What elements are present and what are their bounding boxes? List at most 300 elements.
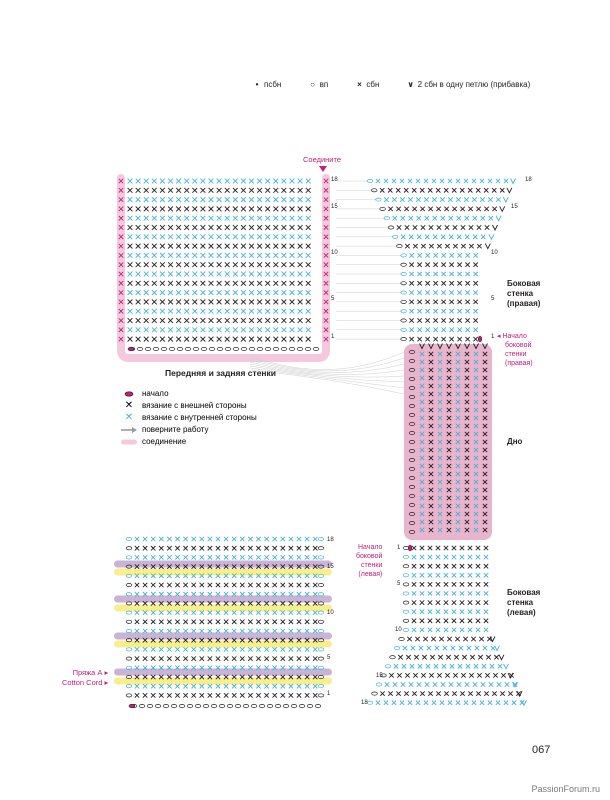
stitch-cross (393, 216, 397, 220)
stitch-cross (209, 327, 214, 332)
stitch-cross (444, 582, 448, 586)
arrow-left-icon: ◂ (497, 333, 503, 340)
stitch-chain (376, 683, 382, 686)
stitch-cross (441, 300, 445, 304)
stitch-cross (473, 300, 477, 304)
stitch-cross (168, 244, 173, 249)
stitch-cross (159, 537, 163, 541)
stitch-cross (305, 656, 309, 660)
stitch-cross (225, 207, 230, 212)
stitch-cross (485, 673, 489, 677)
key-row (120, 388, 257, 400)
stitch-cross (192, 300, 197, 305)
stitch-cross (473, 309, 477, 313)
stitch-cross (409, 272, 413, 276)
stitch-cross (412, 546, 416, 550)
stitch-chain (209, 347, 215, 350)
stitch-cross (484, 555, 488, 559)
stitch-cross (425, 682, 429, 686)
stitch-cross (249, 179, 254, 184)
stitch-cross (460, 600, 464, 604)
stitch-cross (290, 262, 295, 267)
stitch-cross (305, 647, 309, 651)
stitch-cross (265, 337, 270, 342)
stitch-cross (209, 262, 214, 267)
stitch-cross (298, 225, 303, 230)
stitch-chain (403, 628, 409, 631)
stitch-cross (417, 216, 421, 220)
stitch-cross (457, 337, 461, 341)
stitch-cross (225, 318, 230, 323)
stitch-chain (126, 583, 132, 586)
stitch-cross (168, 290, 173, 295)
stitch-cross (232, 647, 236, 651)
stitch-cross (152, 216, 157, 221)
stitch-cross (432, 197, 436, 201)
stitch-cross (460, 582, 464, 586)
stitch-cross (183, 546, 187, 550)
stitch-cross (217, 197, 222, 202)
stitch-cross (465, 309, 469, 313)
stitch-cross (289, 546, 293, 550)
stitch-cross (200, 537, 204, 541)
stitch-chain (318, 648, 324, 651)
join-frame (121, 178, 326, 358)
stitch-cross (473, 235, 477, 239)
stitch-cross (418, 664, 422, 668)
stitch-cross (384, 701, 388, 705)
stitch-cross (446, 655, 450, 659)
stitch-cross (128, 216, 133, 221)
stitch-cross (419, 646, 423, 650)
stitch-cross (135, 555, 139, 559)
stitch-cross (441, 337, 445, 341)
stitch-cross (313, 537, 317, 541)
stitch-cross (282, 188, 287, 193)
stitch-cross (282, 309, 287, 314)
stitch-cross (429, 244, 433, 248)
stitch-cross (281, 546, 285, 550)
stitch-cross (405, 225, 409, 229)
stitch-cross (441, 318, 445, 322)
stitch-cross (433, 318, 437, 322)
stitch-cross (257, 327, 262, 332)
stitch-chain (155, 704, 161, 707)
stitch-cross (192, 693, 196, 697)
stitch-cross (136, 179, 141, 184)
stitch-cross (417, 328, 421, 332)
stitch-cross (209, 216, 214, 221)
stitch-cross (428, 188, 432, 192)
stitch-cross (143, 546, 147, 550)
stitch-chain (315, 704, 321, 707)
stitch-cross (144, 244, 149, 249)
stitch-cross (176, 300, 181, 305)
stitch-cross (151, 656, 155, 660)
stitch-cross (437, 244, 441, 248)
stitch-cross (192, 647, 196, 651)
row-number: 18 (361, 700, 368, 706)
stitch-cross (412, 619, 416, 623)
stitch-cross (384, 179, 388, 183)
stitch-cross (273, 272, 278, 277)
stitch-cross (409, 290, 413, 294)
stitch-cross (444, 555, 448, 559)
stitch-cross (384, 197, 388, 201)
stitch-cross (152, 300, 157, 305)
stitch-cross (406, 655, 410, 659)
stitch-cross (444, 564, 448, 568)
stitch-cross (240, 546, 244, 550)
stitch-cross (167, 546, 171, 550)
stitch-cross (481, 682, 485, 686)
stitch-cross (468, 600, 472, 604)
stitch-cross (465, 337, 469, 341)
stitch-cross (200, 620, 204, 624)
stitch-cross (201, 318, 206, 323)
stitch-cross (201, 188, 206, 193)
stitch-cross (183, 647, 187, 651)
stitch-cross (400, 179, 404, 183)
stitch-cross (417, 682, 421, 686)
stitch-cross (306, 188, 311, 193)
stitch-cross (306, 262, 311, 267)
stitch-cross (167, 684, 171, 688)
stitch-chain (265, 347, 271, 350)
stitch-cross (460, 188, 464, 192)
stitch-cross (241, 262, 246, 267)
stitch-cross (176, 327, 181, 332)
stitch-cross (424, 701, 428, 705)
stitch-cross (241, 318, 246, 323)
stitch-cross (289, 583, 293, 587)
stitch-cross (306, 290, 311, 295)
stitch-cross (298, 207, 303, 212)
stitch-cross (468, 546, 472, 550)
stitch-cross (143, 693, 147, 697)
stitch-cross (449, 682, 453, 686)
stitch-cross (144, 253, 149, 258)
stitch-cross (444, 188, 448, 192)
stitch-cross (128, 207, 133, 212)
stitch-chain (318, 657, 324, 660)
stitch-cross (192, 234, 197, 239)
stitch-cross (492, 691, 496, 695)
stitch-cross (472, 179, 476, 183)
stitch-cross (468, 555, 472, 559)
stitch-cross (273, 216, 278, 221)
stitch-cross (217, 188, 222, 193)
stitch-cross (452, 564, 456, 568)
stitch-cross (452, 555, 456, 559)
stitch-cross (264, 647, 268, 651)
stitch-cross (176, 309, 181, 314)
stitch-chain (249, 347, 255, 350)
stitch-cross (184, 327, 189, 332)
stitch-chain (227, 704, 233, 707)
stitch-cross (452, 691, 456, 695)
stitch-cross (484, 546, 488, 550)
stitch-cross (184, 179, 189, 184)
stitch-cross (241, 197, 246, 202)
stitch-cross (184, 290, 189, 295)
stitch-cross (469, 225, 473, 229)
stitch-cross (209, 272, 214, 277)
legend-label: псбн (264, 80, 282, 89)
stitch-cross (216, 546, 220, 550)
stitch-cross (282, 179, 287, 184)
cross-icon: × (357, 80, 362, 89)
stitch-cross (409, 281, 413, 285)
stitch-cross (144, 281, 149, 286)
stitch-cross (450, 664, 454, 668)
stitch-cross (415, 637, 419, 641)
stitch-cross (224, 583, 228, 587)
front-back-wall-label: Передняя и задняя стенки (165, 368, 277, 378)
stitch-cross (224, 684, 228, 688)
stitch-cross (313, 620, 317, 624)
stitch-cross (463, 637, 467, 641)
stitch-cross (151, 647, 155, 651)
stitch-cross (225, 327, 230, 332)
stitch-cross (176, 179, 181, 184)
stitch-cross (428, 546, 432, 550)
stitch-cross (408, 179, 412, 183)
stitch-cross (264, 555, 268, 559)
stitch-cross (298, 197, 303, 202)
stitch-cross (167, 555, 171, 559)
stitch-cross (192, 281, 197, 286)
stitch-cross (136, 290, 141, 295)
stitch-chain (257, 347, 263, 350)
stitch-cross (479, 637, 483, 641)
stitch-cross (409, 309, 413, 313)
stitch-cross (420, 188, 424, 192)
stitch-cross (453, 673, 457, 677)
stitch-cross (433, 253, 437, 257)
stitch-chain (273, 347, 279, 350)
stitch-cross (420, 546, 424, 550)
side-left-label (507, 588, 540, 618)
stitch-cross (290, 244, 295, 249)
label-line: стенка (507, 598, 534, 607)
stitch-chain (126, 648, 132, 651)
stitch-cross (436, 610, 440, 614)
stitch-cross (289, 656, 293, 660)
stitch-cross (241, 272, 246, 277)
stitch-chain (403, 556, 409, 559)
stitch-cross (481, 216, 485, 220)
stitch-cross (409, 682, 413, 686)
stitch-cross (464, 197, 468, 201)
stitch-cross (473, 318, 477, 322)
stitch-cross (168, 309, 173, 314)
stitch-chain (318, 537, 324, 540)
stitch-cross (401, 235, 405, 239)
stitch-cross (452, 600, 456, 604)
stitch-chain (235, 704, 241, 707)
stitch-cross (184, 207, 189, 212)
stitch-increase (507, 188, 512, 193)
stitch-cross (290, 300, 295, 305)
stitch-cross (306, 179, 311, 184)
stitch-cross (273, 253, 278, 258)
label-line: (правая) (505, 360, 533, 367)
stitch-cross (461, 225, 465, 229)
stitch-cross (468, 610, 472, 614)
stitch-cross (265, 290, 270, 295)
stitch-cross (420, 207, 424, 211)
stitch-cross (476, 582, 480, 586)
stitch-cross (216, 656, 220, 660)
stitch-cross (465, 253, 469, 257)
start-marker (478, 336, 482, 342)
stitch-cross (240, 693, 244, 697)
stitch-cross (420, 610, 424, 614)
stitch-cross (248, 555, 252, 559)
stitch-cross (298, 327, 303, 332)
stitch-cross (417, 263, 421, 267)
pink-bar-icon (120, 439, 138, 445)
stitch-cross (460, 207, 464, 211)
stitch-cross (249, 309, 254, 314)
stitch-cross (469, 244, 473, 248)
stitch-cross (417, 281, 421, 285)
stitch-increase (517, 691, 522, 696)
stitch-cross (265, 179, 270, 184)
stitch-chain (203, 704, 209, 707)
stitch-cross (233, 281, 238, 286)
stitch-cross (160, 262, 165, 267)
stitch-cross (282, 244, 287, 249)
stitch-cross (151, 620, 155, 624)
stitch-cross (160, 290, 165, 295)
bottom-area (404, 344, 492, 540)
stitch-cross (167, 647, 171, 651)
stitch-chain (233, 347, 239, 350)
stitch-cross (184, 262, 189, 267)
stitch-increase (511, 179, 516, 184)
stitch-key (120, 388, 257, 448)
stitch-cross (168, 337, 173, 342)
stitch-cross (282, 197, 287, 202)
stitch-cross (209, 244, 214, 249)
stitch-cross (425, 253, 429, 257)
stitch-cross (136, 309, 141, 314)
watermark: PassionForum.ru (531, 784, 600, 794)
stitch-cross (290, 216, 295, 221)
stitch-cross (290, 272, 295, 277)
stitch-cross (282, 262, 287, 267)
stitch-cross (449, 235, 453, 239)
stitch-cross (225, 281, 230, 286)
stitch-cross (444, 573, 448, 577)
stitch-cross (217, 207, 222, 212)
stitch-cross (201, 290, 206, 295)
stitch-cross (281, 684, 285, 688)
stitch-cross (135, 684, 139, 688)
stitch-cross (441, 253, 445, 257)
stitch-cross (441, 328, 445, 332)
stitch-cross (168, 179, 173, 184)
stitch-cross (305, 546, 309, 550)
stitch-cross (298, 281, 303, 286)
stitch-cross (240, 555, 244, 559)
stitch-cross (417, 235, 421, 239)
stitch-cross (273, 546, 277, 550)
stitch-cross (444, 610, 448, 614)
stitch-cross (425, 235, 429, 239)
stitch-cross (290, 290, 295, 295)
stitch-cross (471, 637, 475, 641)
stitch-cross (398, 655, 402, 659)
stitch-cross (500, 188, 504, 192)
stitch-increase (499, 655, 504, 660)
stitch-cross (233, 300, 238, 305)
stitch-cross (249, 300, 254, 305)
stitch-cross (433, 337, 437, 341)
stitch-cross (160, 244, 165, 249)
stitch-cross (192, 555, 196, 559)
stitch-cross (429, 673, 433, 677)
stitch-cross (264, 620, 268, 624)
stitch-cross (485, 225, 489, 229)
stitch-cross (464, 179, 468, 183)
stitch-cross (473, 263, 477, 267)
stitch-cross (281, 647, 285, 651)
stitch-cross (192, 207, 197, 212)
stitch-cross (143, 620, 147, 624)
stitch-cross (420, 600, 424, 604)
stitch-cross (249, 188, 254, 193)
stitch-cross (159, 684, 163, 688)
stitch-cross (144, 309, 149, 314)
yarn-band-chart (114, 537, 332, 708)
stitch-chain (318, 547, 324, 550)
stitch-cross (420, 555, 424, 559)
stitch-cross (183, 537, 187, 541)
stitch-cross (428, 207, 432, 211)
stitch-cross (457, 682, 461, 686)
stitch-cross (265, 197, 270, 202)
stitch-cross (439, 637, 443, 641)
legend-label: вп (319, 80, 329, 89)
stitch-cross (159, 555, 163, 559)
stitch-chain (390, 656, 396, 659)
stitch-cross (168, 281, 173, 286)
stitch-cross (490, 664, 494, 668)
stitch-cross (240, 684, 244, 688)
stitch-cross (473, 328, 477, 332)
front-back-wall-chart (119, 178, 328, 358)
v-icon: ∨ (407, 80, 414, 89)
stitch-cross (441, 263, 445, 267)
stitch-cross (225, 262, 230, 267)
stitch-cross (441, 309, 445, 313)
stitch-cross (273, 179, 278, 184)
stitch-cross (209, 337, 214, 342)
stitch-cross (136, 244, 141, 249)
stitch-cross (476, 207, 480, 211)
key-row (120, 424, 257, 436)
stitch-cross (484, 207, 488, 211)
stitch-cross (192, 546, 196, 550)
stitch-cross (136, 234, 141, 239)
stitch-cross (290, 253, 295, 258)
stitch-cross (505, 682, 509, 686)
stitch-cross (282, 290, 287, 295)
stitch-cross (143, 555, 147, 559)
